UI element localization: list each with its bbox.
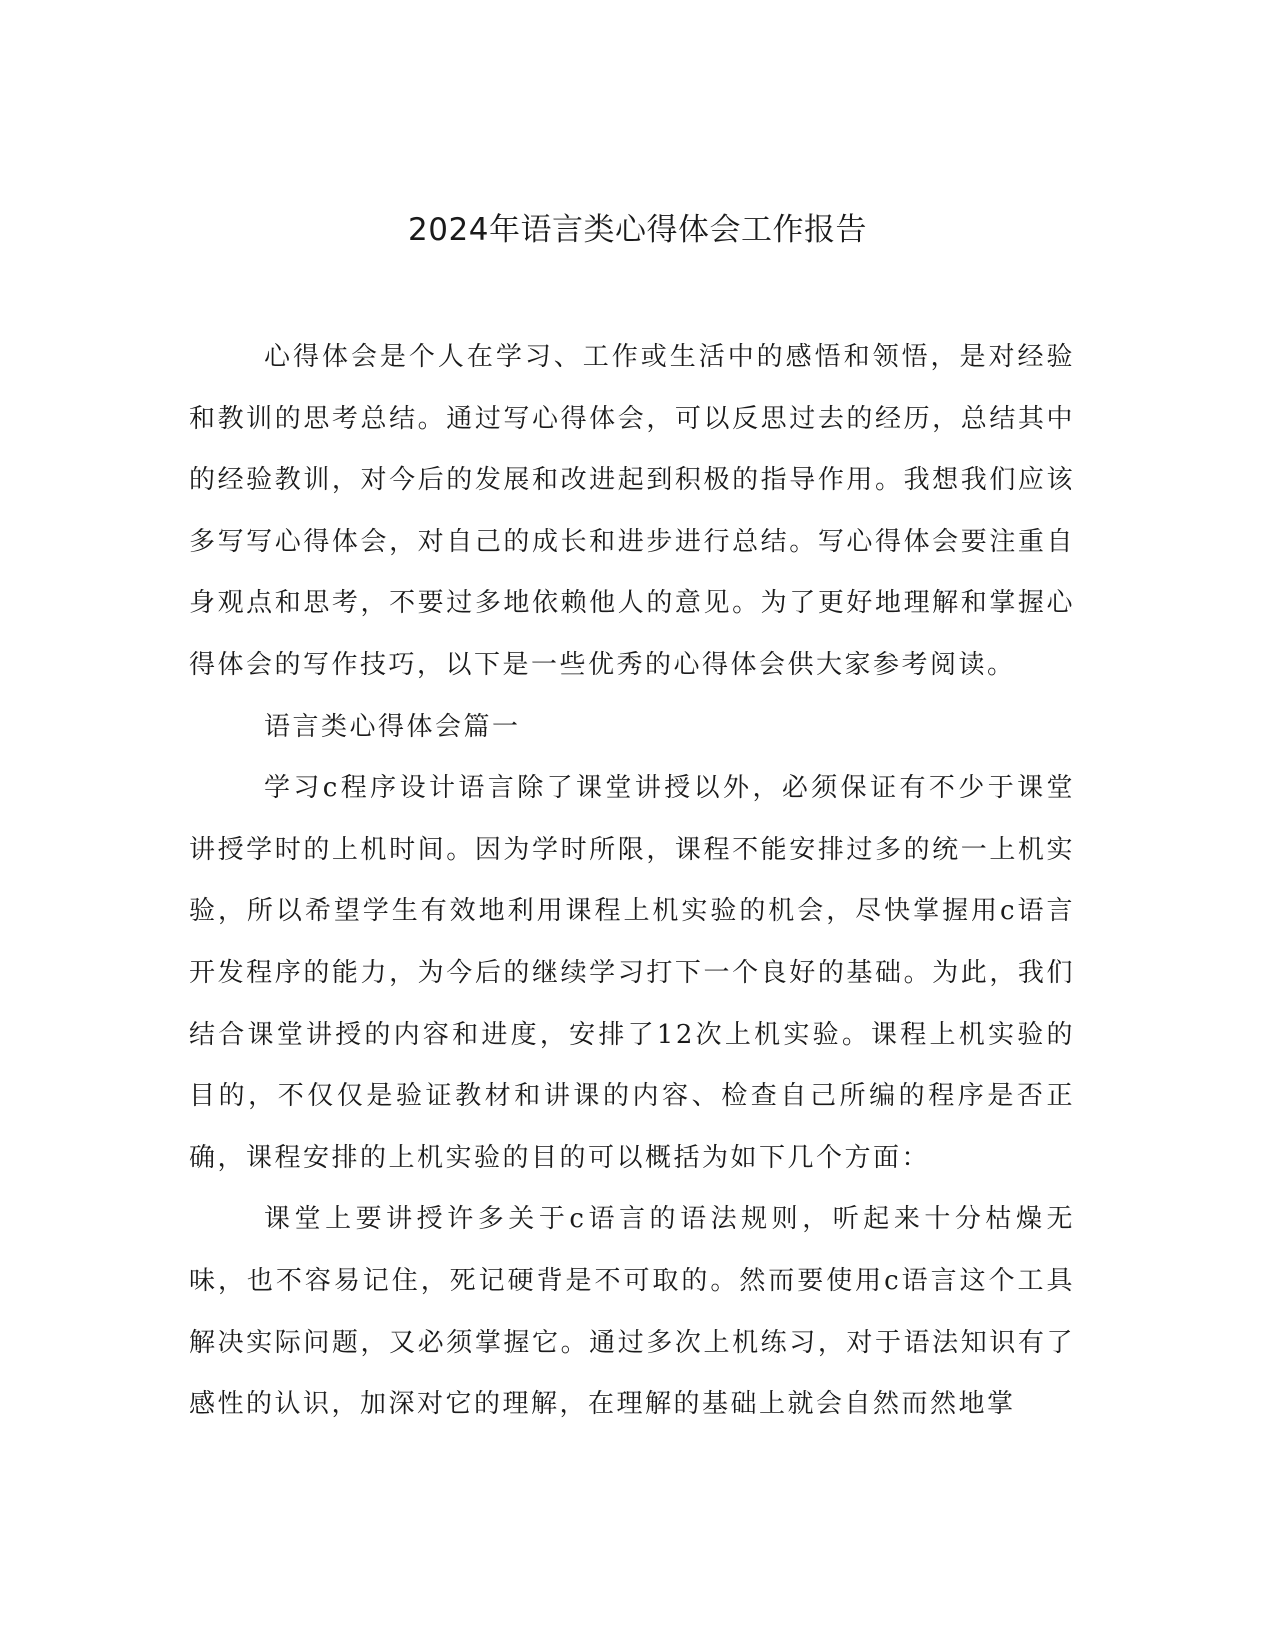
body-paragraph: 学习c程序设计语言除了课堂讲授以外，必须保证有不少于课堂讲授学时的上机时间。因为学时所限，课程不能安排过多的统一上机实验，所以希望学生有效地利用课程上机实验的机会，尽快掌握用c语言开发程序的能力，为今后的继续学习打下一个良好的基础。为此，我们结合课堂讲授的内容和进度，安排了12次上机实验。课程上机实验的目的，不仅仅是验证教材和讲课的内容、检查自己所编的程序是否正确，课程安排的上机实验的目的可以概括为如下几个方面： (189, 773, 1075, 1173)
body-paragraph: 课堂上要讲授许多关于c语言的语法规则，听起来十分枯燥无味，也不容易记住，死记硬背是不可取的。然而要使用c语言这个工具解决实际问题，又必须掌握它。通过多次上机练习，对于语法知识有了感性的认识，加深对它的理解，在理解的基础上就会自然而然地掌 (189, 1204, 1075, 1420)
document-body (189, 327, 1075, 1436)
section-heading: 语言类心得体会篇一 (264, 711, 521, 742)
document-title: 2024年语言类心得体会工作报告 (408, 212, 867, 248)
intro-paragraph: 心得体会是个人在学习、工作或生活中的感悟和领悟，是对经验和教训的思考总结。通过写心得体会，可以反思过去的经历，总结其中的经验教训，对今后的发展和改进起到积极的指导作用。我想我们应该多写写心得体会，对自己的成长和进步进行总结。写心得体会要注重自身观点和思考，不要过多地依赖他人的意见。为了更好地理解和掌握心得体会的写作技巧，以下是一些优秀的心得体会供大家参考阅读。 (189, 342, 1075, 680)
